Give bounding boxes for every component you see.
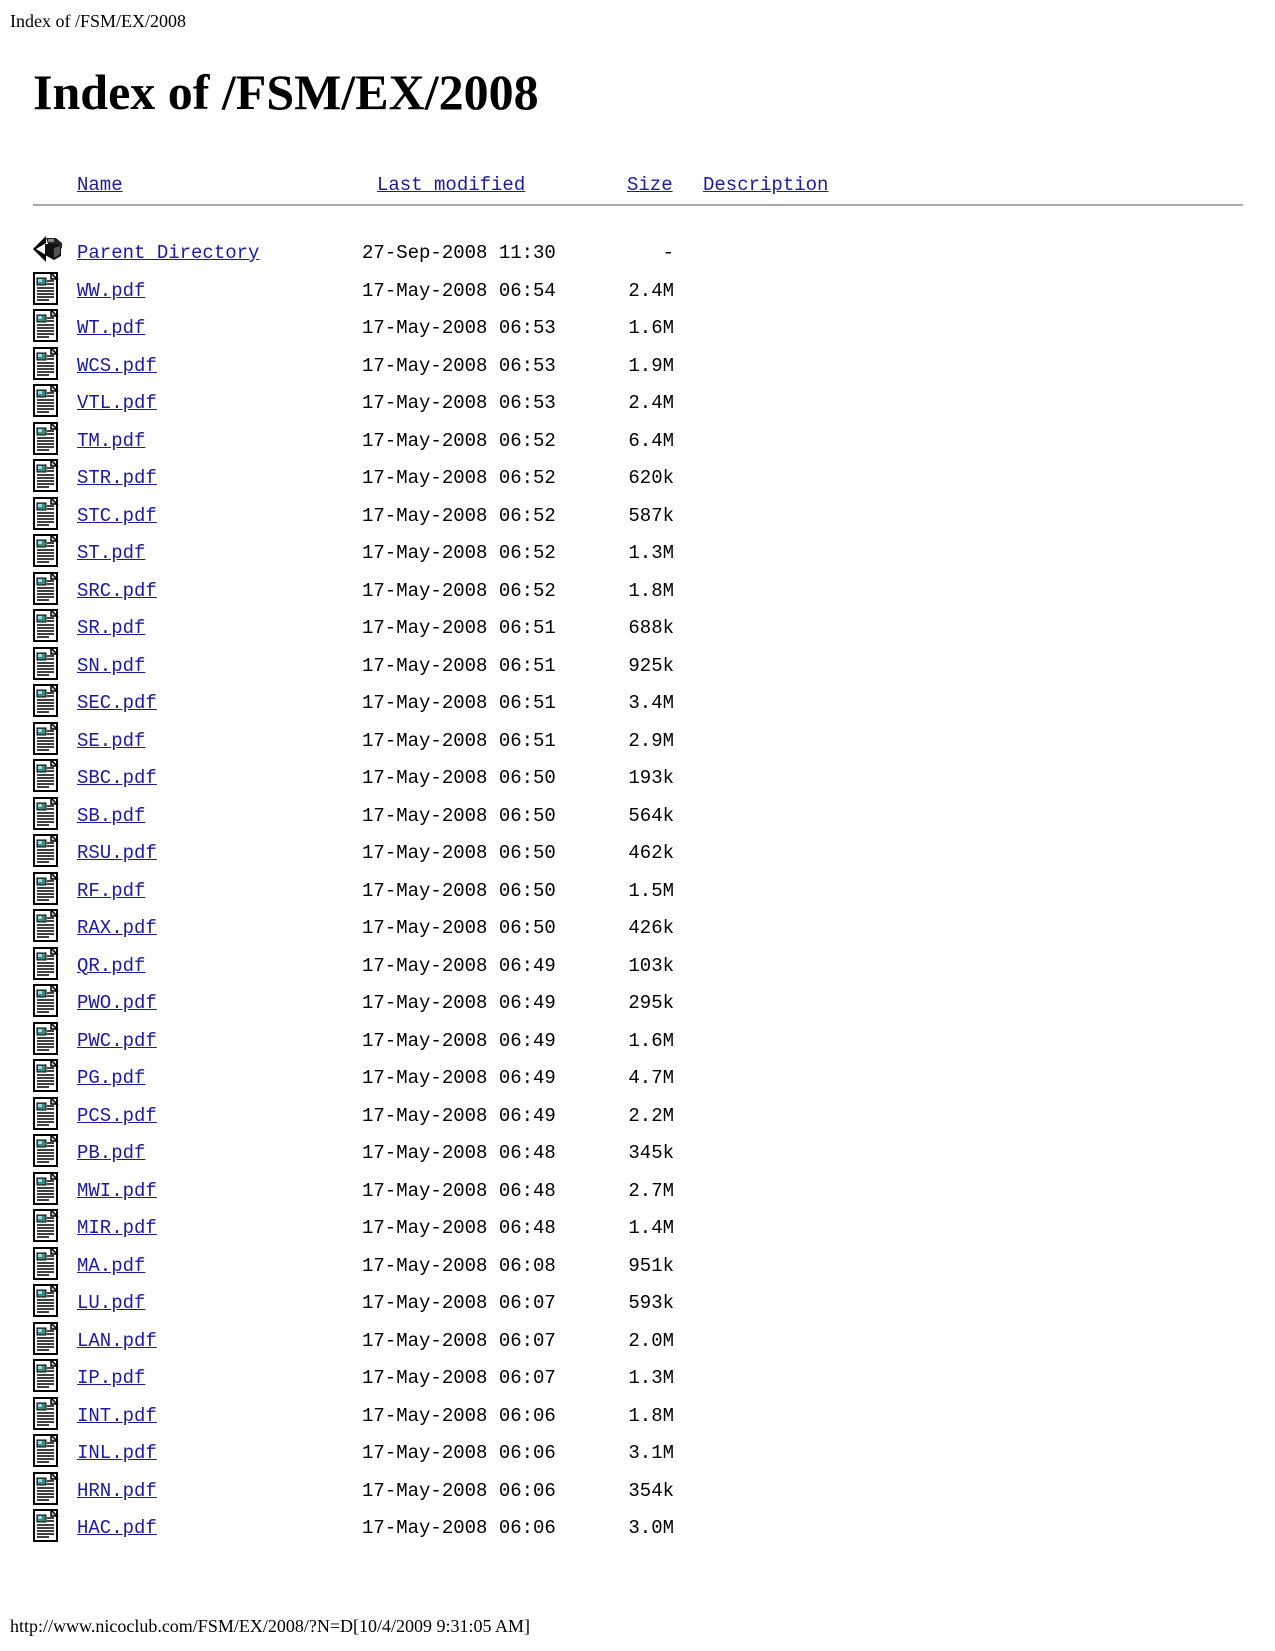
file-link[interactable]: PG.pdf <box>77 1067 146 1089</box>
file-link[interactable]: SEC.pdf <box>77 692 157 714</box>
file-size: 4.7M <box>628 1067 674 1089</box>
file-link[interactable]: MWI.pdf <box>77 1179 157 1202</box>
sort-by-name-link[interactable]: Name <box>77 174 123 196</box>
modified-date: 17-May-2008 06:50 <box>362 842 556 864</box>
modified-date: 17-May-2008 06:51 <box>362 692 556 714</box>
file-size: 2.4M <box>628 279 674 302</box>
file-size: 193k <box>628 767 674 789</box>
modified-date: 17-May-2008 06:53 <box>362 317 556 339</box>
modified-date: 17-May-2008 06:48 <box>362 1179 556 1202</box>
document-icon <box>32 647 64 681</box>
file-row <box>30 1509 1245 1547</box>
document-icon <box>32 384 64 418</box>
document-icon <box>32 1434 64 1468</box>
file-row <box>30 759 1245 797</box>
document-icon <box>32 1209 64 1243</box>
document-icon <box>32 609 64 643</box>
file-link[interactable]: SRC.pdf <box>77 579 157 602</box>
sort-by-size-link[interactable]: Size <box>627 174 673 196</box>
file-link[interactable]: INT.pdf <box>77 1404 157 1427</box>
page-title: Index of /FSM/EX/2008 <box>33 64 539 120</box>
file-row <box>30 1359 1245 1397</box>
modified-date: 17-May-2008 06:48 <box>362 1217 556 1239</box>
file-size: 2.7M <box>628 1179 674 1202</box>
file-size: 103k <box>628 954 674 977</box>
file-size: 3.1M <box>628 1442 674 1464</box>
file-row <box>30 497 1245 535</box>
modified-date: 17-May-2008 06:49 <box>362 1029 556 1052</box>
header-divider <box>33 204 1243 206</box>
file-row <box>30 384 1245 422</box>
sort-by-description-link[interactable]: Description <box>703 174 829 196</box>
file-size: 1.5M <box>628 879 674 902</box>
modified-date: 17-May-2008 06:50 <box>362 879 556 902</box>
document-icon <box>32 984 64 1018</box>
modified-date: 17-May-2008 06:53 <box>362 392 556 414</box>
parent-directory-link[interactable]: Parent Directory <box>77 242 260 264</box>
file-link[interactable]: SE.pdf <box>77 729 146 752</box>
file-link[interactable]: LAN.pdf <box>77 1329 157 1352</box>
file-link[interactable]: LU.pdf <box>77 1292 146 1314</box>
file-link[interactable]: INL.pdf <box>77 1442 157 1464</box>
file-size: - <box>662 242 674 264</box>
file-size: 951k <box>628 1254 674 1277</box>
file-size: 620k <box>628 467 674 489</box>
modified-date: 17-May-2008 06:50 <box>362 767 556 789</box>
file-row <box>30 909 1245 947</box>
file-size: 1.8M <box>628 579 674 602</box>
file-row <box>30 1059 1245 1097</box>
file-size: 354k <box>628 1479 674 1502</box>
modified-date: 17-May-2008 06:50 <box>362 804 556 827</box>
file-link[interactable]: PWC.pdf <box>77 1029 157 1052</box>
file-row <box>30 1209 1245 1247</box>
file-row <box>30 1397 1245 1435</box>
document-icon <box>32 1359 64 1393</box>
file-row <box>30 797 1245 835</box>
file-row <box>30 834 1245 872</box>
file-link[interactable]: STR.pdf <box>77 467 157 489</box>
modified-date: 17-May-2008 06:49 <box>362 992 556 1014</box>
file-size: 1.8M <box>628 1404 674 1427</box>
document-icon <box>32 872 64 906</box>
modified-date: 17-May-2008 06:07 <box>362 1292 556 1314</box>
file-row <box>30 947 1245 985</box>
document-icon <box>32 1284 64 1318</box>
file-size: 6.4M <box>628 429 674 452</box>
document-icon <box>32 759 64 793</box>
document-icon <box>32 797 64 831</box>
modified-date: 17-May-2008 06:51 <box>362 729 556 752</box>
file-link[interactable]: HAC.pdf <box>77 1517 157 1539</box>
file-row <box>30 1434 1245 1472</box>
file-link[interactable]: VTL.pdf <box>77 392 157 414</box>
directory-listing <box>30 170 1245 1547</box>
modified-date: 17-May-2008 06:54 <box>362 279 556 302</box>
window-title: Index of /FSM/EX/2008 <box>10 11 187 31</box>
document-icon <box>32 834 64 868</box>
file-row <box>30 984 1245 1022</box>
document-icon <box>32 272 64 306</box>
file-link[interactable]: RSU.pdf <box>77 842 157 864</box>
modified-date: 17-May-2008 06:07 <box>362 1367 556 1389</box>
modified-date: 17-May-2008 06:52 <box>362 579 556 602</box>
file-row <box>30 272 1245 310</box>
file-row <box>30 872 1245 910</box>
document-icon <box>32 1247 64 1281</box>
file-size: 462k <box>628 842 674 864</box>
file-row <box>30 1247 1245 1285</box>
document-icon <box>32 1172 64 1206</box>
file-link[interactable]: STC.pdf <box>77 504 157 527</box>
file-link[interactable]: SBC.pdf <box>77 767 157 789</box>
document-icon <box>32 572 64 606</box>
file-row <box>30 572 1245 610</box>
modified-date: 17-May-2008 06:08 <box>362 1254 556 1277</box>
modified-date: 17-May-2008 06:48 <box>362 1142 556 1164</box>
sort-by-last-modified-link[interactable]: Last modified <box>377 174 526 196</box>
file-link[interactable]: WT.pdf <box>77 317 146 339</box>
file-row <box>30 347 1245 385</box>
document-icon <box>32 1509 64 1543</box>
document-icon <box>32 422 64 456</box>
document-icon <box>32 497 64 531</box>
modified-date: 17-May-2008 06:50 <box>362 917 556 939</box>
parent-directory-row <box>30 234 1245 272</box>
file-size: 1.6M <box>628 1029 674 1052</box>
modified-date: 27-Sep-2008 11:30 <box>362 242 556 264</box>
modified-date: 17-May-2008 06:06 <box>362 1517 556 1539</box>
file-link[interactable]: RAX.pdf <box>77 917 157 939</box>
file-size: 3.0M <box>628 1517 674 1539</box>
file-row <box>30 647 1245 685</box>
file-size: 587k <box>628 504 674 527</box>
file-link[interactable]: SN.pdf <box>77 654 146 677</box>
modified-date: 17-May-2008 06:07 <box>362 1329 556 1352</box>
file-link[interactable]: ST.pdf <box>77 542 146 564</box>
modified-date: 17-May-2008 06:52 <box>362 504 556 527</box>
file-size: 426k <box>628 917 674 939</box>
document-icon <box>32 1097 64 1131</box>
file-size: 345k <box>628 1142 674 1164</box>
file-row <box>30 1472 1245 1510</box>
modified-date: 17-May-2008 06:49 <box>362 1104 556 1127</box>
file-size: 2.0M <box>628 1329 674 1352</box>
modified-date: 17-May-2008 06:52 <box>362 429 556 452</box>
file-size: 2.4M <box>628 392 674 414</box>
file-size: 688k <box>628 617 674 639</box>
file-link[interactable]: MIR.pdf <box>77 1217 157 1239</box>
document-icon <box>32 684 64 718</box>
file-size: 2.9M <box>628 729 674 752</box>
modified-date: 17-May-2008 06:51 <box>362 654 556 677</box>
page-footer-url: http://www.nicoclub.com/FSM/EX/2008/?N=D[10/4/2009 9:31:05 AM] <box>10 1616 530 1636</box>
modified-date: 17-May-2008 06:49 <box>362 954 556 977</box>
document-icon <box>32 1022 64 1056</box>
file-size: 1.3M <box>628 1367 674 1389</box>
file-size: 593k <box>628 1292 674 1314</box>
file-size: 1.9M <box>628 354 674 377</box>
document-icon <box>32 722 64 756</box>
document-icon <box>32 459 64 493</box>
file-link[interactable]: PCS.pdf <box>77 1104 157 1127</box>
file-row <box>30 1172 1245 1210</box>
modified-date: 17-May-2008 06:53 <box>362 354 556 377</box>
file-size: 2.2M <box>628 1104 674 1127</box>
file-row <box>30 1284 1245 1322</box>
file-row <box>30 1322 1245 1360</box>
file-row <box>30 309 1245 347</box>
file-size: 295k <box>628 992 674 1014</box>
file-row <box>30 1134 1245 1172</box>
modified-date: 17-May-2008 06:52 <box>362 467 556 489</box>
file-link[interactable]: HRN.pdf <box>77 1479 157 1502</box>
file-link[interactable]: QR.pdf <box>77 954 146 977</box>
file-link[interactable]: SB.pdf <box>77 804 146 827</box>
document-icon <box>32 1397 64 1431</box>
modified-date: 17-May-2008 06:06 <box>362 1442 556 1464</box>
file-link[interactable]: TM.pdf <box>77 429 146 452</box>
document-icon <box>32 534 64 568</box>
file-list <box>30 234 1245 1547</box>
document-icon <box>32 1134 64 1168</box>
file-link[interactable]: MA.pdf <box>77 1254 146 1277</box>
file-link[interactable]: PB.pdf <box>77 1142 146 1164</box>
document-icon <box>32 1472 64 1506</box>
file-size: 564k <box>628 804 674 827</box>
file-link[interactable]: IP.pdf <box>77 1367 146 1389</box>
file-row <box>30 1097 1245 1135</box>
file-size: 3.4M <box>628 692 674 714</box>
file-row <box>30 722 1245 760</box>
document-icon <box>32 909 64 943</box>
document-icon <box>32 1059 64 1093</box>
file-link[interactable]: WCS.pdf <box>77 354 157 377</box>
modified-date: 17-May-2008 06:51 <box>362 617 556 639</box>
column-header-row <box>30 170 1245 204</box>
modified-date: 17-May-2008 06:52 <box>362 542 556 564</box>
file-row <box>30 422 1245 460</box>
modified-date: 17-May-2008 06:06 <box>362 1404 556 1427</box>
file-row <box>30 459 1245 497</box>
back-arrow-icon <box>32 234 64 268</box>
file-row <box>30 684 1245 722</box>
file-link[interactable]: SR.pdf <box>77 617 146 639</box>
modified-date: 17-May-2008 06:06 <box>362 1479 556 1502</box>
file-link[interactable]: PWO.pdf <box>77 992 157 1014</box>
modified-date: 17-May-2008 06:49 <box>362 1067 556 1089</box>
document-icon <box>32 347 64 381</box>
file-link[interactable]: RF.pdf <box>77 879 146 902</box>
document-icon <box>32 309 64 343</box>
file-size: 1.6M <box>628 317 674 339</box>
file-size: 1.3M <box>628 542 674 564</box>
document-icon <box>32 947 64 981</box>
file-row <box>30 609 1245 647</box>
file-row <box>30 1022 1245 1060</box>
document-icon <box>32 1322 64 1356</box>
file-size: 1.4M <box>628 1217 674 1239</box>
file-link[interactable]: WW.pdf <box>77 279 146 302</box>
file-row <box>30 534 1245 572</box>
file-size: 925k <box>628 654 674 677</box>
